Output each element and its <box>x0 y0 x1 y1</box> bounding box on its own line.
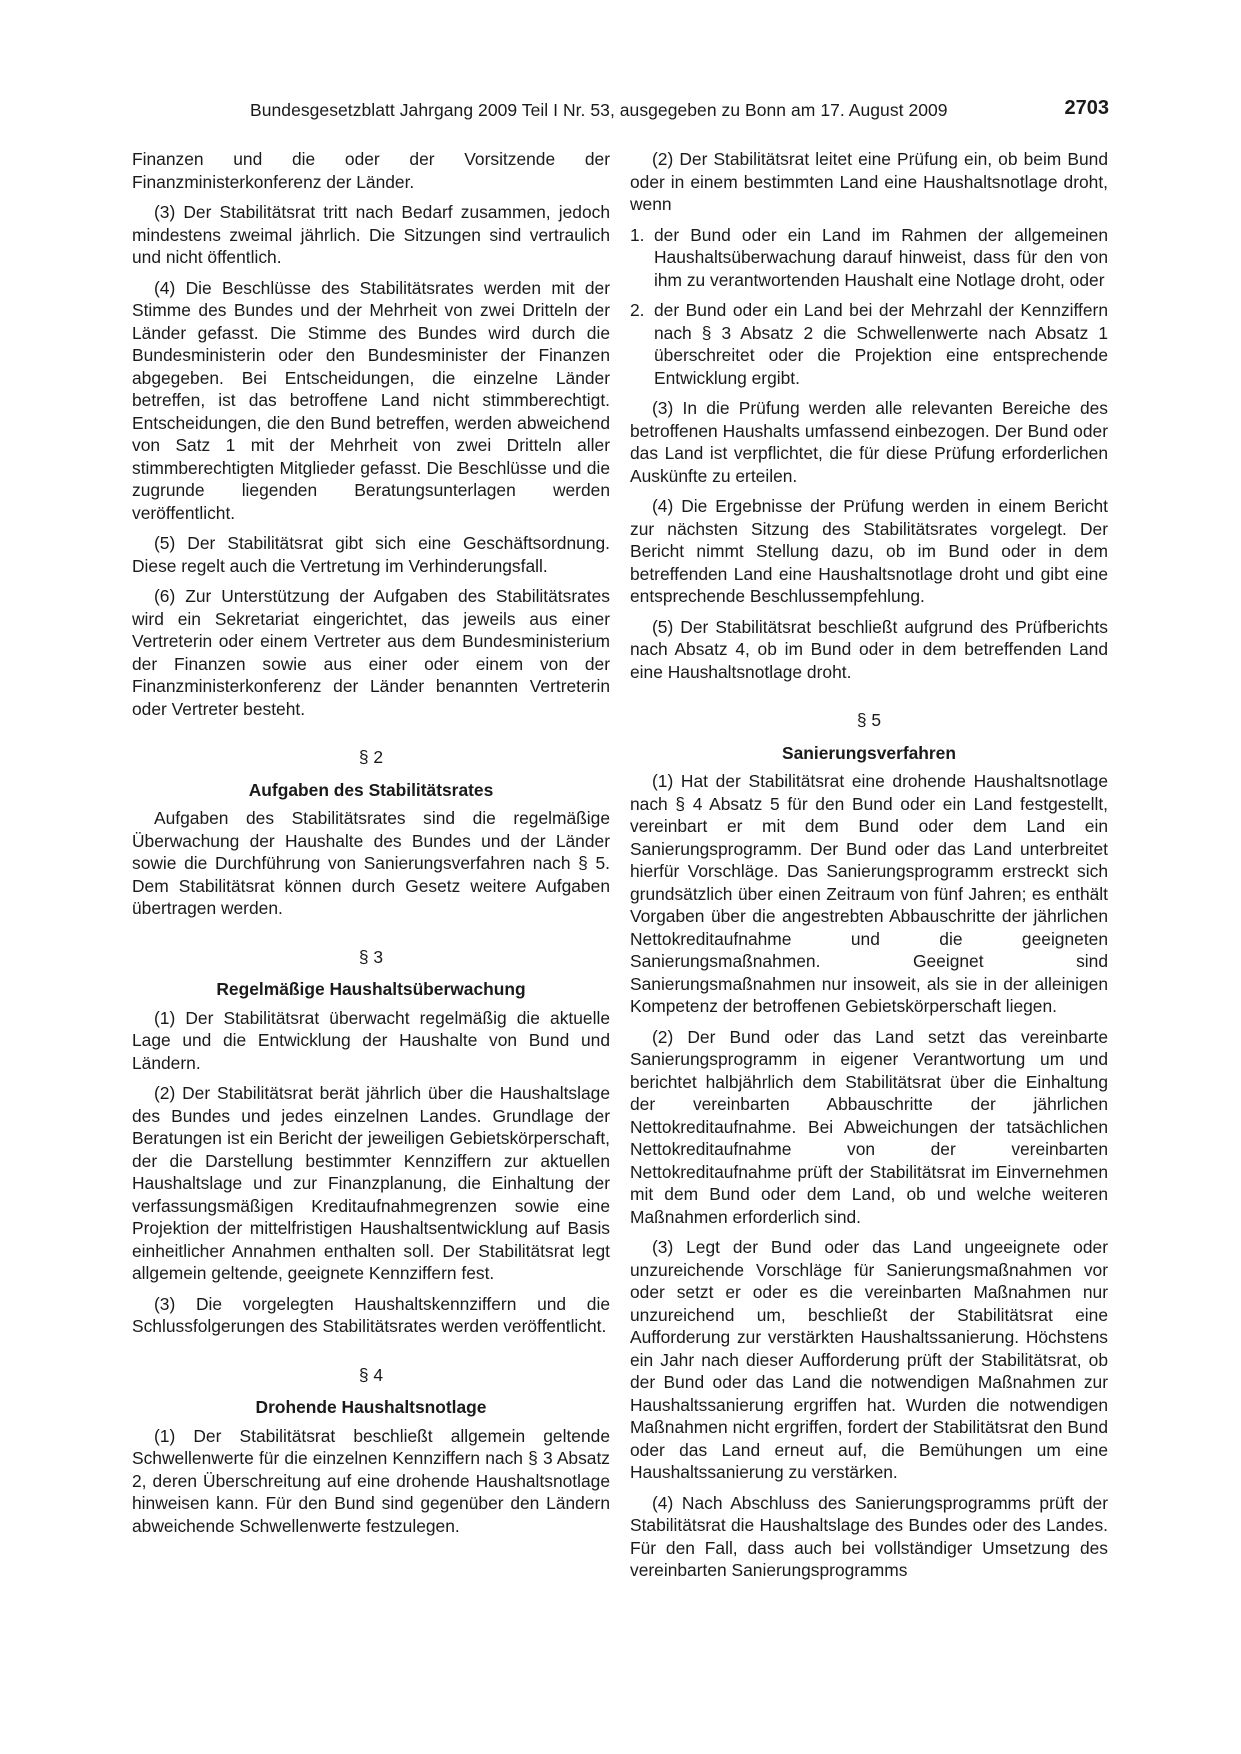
section-2-number: § 2 <box>358 747 384 767</box>
section-3-title: Regelmäßige Haushaltsüberwachung <box>216 979 526 999</box>
section-5-paragraph-2: (2) Der Bund oder das Land setzt das vereinbarte Sanierungsprogramm in eigener Verantwortung um und berichtet halbjährlich dem Stabilitätsrat über die Einhaltung der vereinbarten Abbauschritte der jährlichen Nettokreditaufnahme. Bei Abweichungen der tatsächlichen Nettokreditaufnahme von der vereinbarten Nettokreditaufnahme prüft der Stabilitätsrat im Einvernehmen mit dem Bund oder dem Land, ob und welche weiteren Maßnahmen erforderlich sind. <box>630 1026 1108 1227</box>
section-3-paragraph-3: (3) Die vorgelegten Haushaltskennziffern und die Schlussfolgerungen des Stabilitätsrates werden veröffentlicht. <box>132 1293 610 1336</box>
section-2-paragraph-1: Aufgaben des Stabilitätsrates sind die regelmäßige Überwachung der Haushalte des Bundes und der Länder sowie die Durchführung von Sanierungsverfahren nach § 5. Dem Stabilitätsrat können durch Gesetz weitere Aufgaben übertragen werden. <box>132 808 610 918</box>
section-2-title: Aufgaben des Stabilitätsrates <box>248 779 494 800</box>
list-item <box>630 299 1108 389</box>
section-5-title: Sanierungsverfahren <box>782 742 956 763</box>
section-5-paragraph-1: (1) Hat der Stabilitätsrat eine drohende Haushaltsnotlage nach § 4 Absatz 5 für den Bund oder ein Land festgestellt, vereinbart er mit dem Bund oder dem Land ein Sanierungsprogramm. Der Bund oder das Land unterbreitet hierfür Vorschläge. Das Sanierungsprogramm erstreckt sich grundsätzlich über einen Zeitraum von fünf Jahren; es enthält Vorgaben über die angestrebten Abbauschritte der jährlichen Nettokreditaufnahme und die geeigneten Sanierungsmaßnahmen. Geeignet sind Sanierungsmaßnahmen nur insoweit, als sie in der alleinigen Kompetenz der betroffenen Gebietskörperschaft liegen. <box>630 771 1108 1016</box>
section-5-paragraph-3: (3) Legt der Bund oder das Land ungeeignete oder unzureichende Vorschläge für Sanierungsmaßnahmen vor oder setzt er oder es die vereinbarten Maßnahmen nur unzureichend um, beschließt der Stabilitätsrat eine Aufforderung zur verstärkten Haushaltssanierung. Höchstens ein Jahr nach dieser Aufforderung prüft der Stabilitätsrat, ob der Bund oder das Land die notwendigen Maßnahmen zur Haushaltssanierung ergriffen hat. Wurden die notwendigen Maßnahmen nicht ergriffen, fordert der Stabilitätsrat den Bund oder das Land erneut auf, die Bemühungen um eine Haushaltssanierung zu verstärken. <box>630 1237 1108 1482</box>
page-header <box>132 96 1109 126</box>
page-number: 2703 <box>1064 97 1109 119</box>
section-1-paragraph-5: (5) Der Stabilitätsrat gibt sich eine Geschäftsordnung. Diese regelt auch die Vertretung im Verhinderungsfall. <box>132 533 610 576</box>
section-4-number: § 4 <box>358 1364 384 1385</box>
list-item-number: 2. <box>630 300 645 320</box>
section-4-paragraph-5: (5) Der Stabilitätsrat beschließt aufgrund des Prüfberichts nach Absatz 4, ob im Bund oder in dem betreffenden Land eine Haushaltsnotlage droht. <box>630 616 1108 682</box>
section-3-paragraph-2: (2) Der Stabilitätsrat berät jährlich über die Haushaltslage des Bundes und jedes einzelnen Landes. Grundlage der Beratungen ist ein Bericht der jeweiligen Gebietskörperschaft, der die Darstellung bestimmter Kennziffern zur aktuellen Haushaltslage und zur Finanzplanung, die Einhaltung der verfassungsmäßigen Kreditaufnahmegrenzen sowie eine Projektion der mittelfristigen Haushaltsentwicklung auf Basis einheitlicher Annahmen enthalten soll. Der Stabilitätsrat legt allgemein geltende, geeignete Kennziffern fest. <box>132 1083 610 1283</box>
running-header: Bundesgesetzblatt Jahrgang 2009 Teil I Nr. 53, ausgegeben zu Bonn am 17. August 2009 <box>250 100 948 120</box>
list-item-number: 1. <box>630 224 645 245</box>
section-1-paragraph-6: (6) Zur Unterstützung der Aufgaben des Stabilitätsrates wird ein Sekretariat eingerichtet, das jeweils aus einer Vertreterin oder einem Vertreter aus dem Bundesministerium der Finanzen sowie aus einer oder einem von der Finanzministerkonferenz der Länder benannten Vertreterin oder Vertreter besteht. <box>132 586 610 719</box>
section-1-paragraph-4: (4) Die Beschlüsse des Stabilitätsrates werden mit der Stimme des Bundes und der Mehrheit von zwei Dritteln der Länder gefasst. Die Stimme des Bundes wird durch die Bundesministerin oder den Bundesminister der Finanzen abgegeben. Bei Entscheidungen, die einzelne Länder betreffen, ist das betroffene Land nicht stimmberechtigt. Entscheidungen, die den Bund betreffen, werden abweichend von Satz 1 mit der Mehrheit von zwei Dritteln aller stimmberechtigten Mitglieder gefasst. Die Beschlüsse und die zugrunde liegenden Beratungsunterlagen werden veröffentlicht. <box>132 277 610 523</box>
section-4-paragraph-2: (2) Der Stabilitätsrat leitet eine Prüfung ein, ob beim Bund oder in einem bestimmten Land eine Haushaltsnotlage droht, wenn <box>630 149 1108 214</box>
paragraph-continued: Finanzen und die oder der Vorsitzende der Finanzministerkonferenz der Länder. <box>132 149 610 192</box>
list-item <box>630 224 1108 292</box>
list-item-text: der Bund oder ein Land bei der Mehrzahl der Kennziffern nach § 3 Absatz 2 die Schwellenwerte nach Absatz 1 überschreitet oder die Projektion eine entsprechende Entwicklung ergibt. <box>654 300 1108 388</box>
section-5-paragraph-4: (4) Nach Abschluss des Sanierungsprogramms prüft der Stabilitätsrat die Haushaltslage des Bundes oder des Landes. Für den Fall, dass auch bei vollständiger Umsetzung des vereinbarten Sanierungsprogramms <box>630 1492 1108 1580</box>
section-1-paragraph-3: (3) Der Stabilitätsrat tritt nach Bedarf zusammen, jedoch mindestens zweimal jährlich. Die Sitzungen sind vertraulich und nicht öffentlich. <box>132 202 610 267</box>
section-4-paragraph-1: (1) Der Stabilitätsrat beschließt allgemein geltende Schwellenwerte für die einzelnen Kennziffern nach § 3 Absatz 2, deren Überschreitung auf eine drohende Haushaltsnotlage hinweisen kann. Für den Bund sind gegenüber den Ländern abweichende Schwellenwerte festzulegen. <box>132 1425 610 1536</box>
section-4-paragraph-3: (3) In die Prüfung werden alle relevanten Bereiche des betroffenen Haushalts umfassend einbezogen. Der Bund oder das Land ist verpflichtet, die für diese Prüfung erforderlichen Auskünfte zu erteilen. <box>630 398 1108 486</box>
section-3-paragraph-1: (1) Der Stabilitätsrat überwacht regelmäßig die aktuelle Lage und die Entwicklung der Haushalte von Bund und Ländern. <box>132 1007 610 1073</box>
section-4-paragraph-4: (4) Die Ergebnisse der Prüfung werden in einem Bericht zur nächsten Sitzung des Stabilitätsrates vorgelegt. Der Bericht nimmt Stellung dazu, ob im Bund oder in dem betreffenden Land eine Haushaltsnotlage droht und gibt eine entsprechende Beschlussempfehlung. <box>630 496 1108 606</box>
section-5-number: § 5 <box>856 710 882 730</box>
left-column <box>132 148 610 1545</box>
right-column <box>630 148 1108 1590</box>
section-4-title: Drohende Haushaltsnotlage <box>255 1397 487 1417</box>
section-3-number: § 3 <box>358 946 384 967</box>
list-item-text: der Bund oder ein Land im Rahmen der allgemeinen Haushaltsüberwachung darauf hinweist, dass für den von ihm zu verantwortenden Haushalt eine Notlage droht, oder <box>654 224 1108 290</box>
